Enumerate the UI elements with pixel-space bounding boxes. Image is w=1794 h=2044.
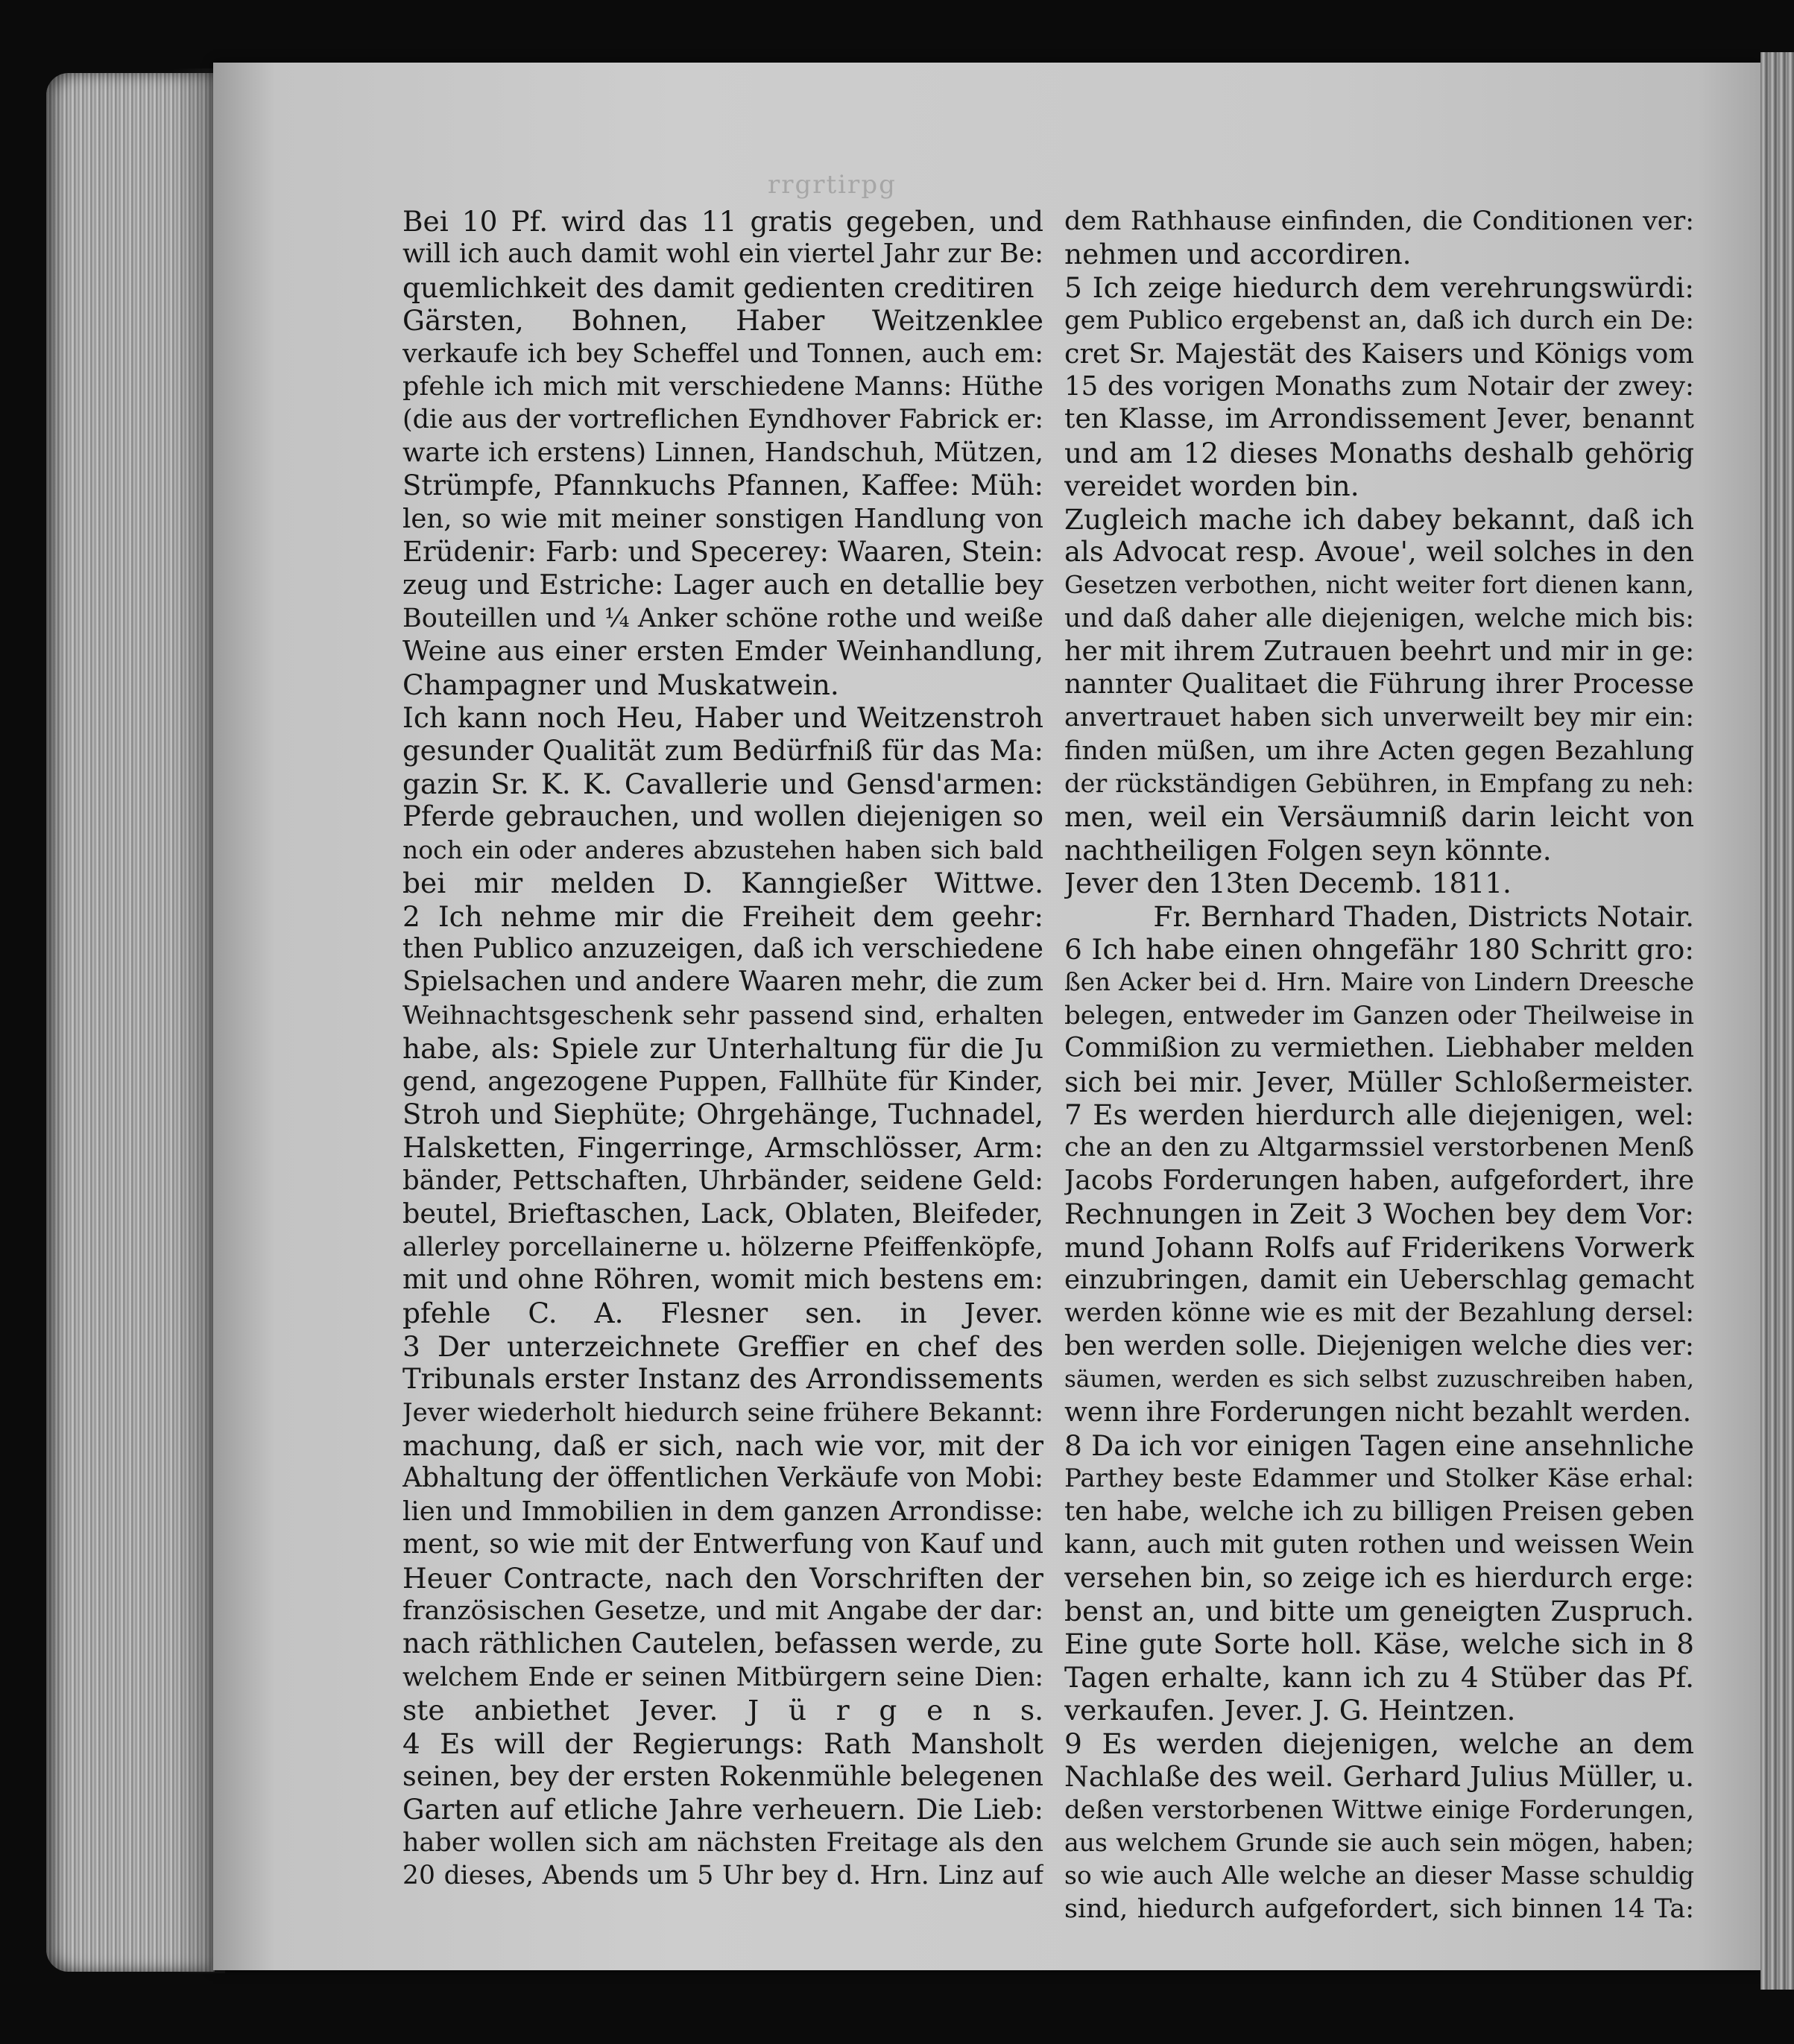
text-line: will ich auch damit wohl ein viertel Jahr zur Be:: [402, 238, 1043, 270]
text-line: 6 Ich habe einen ohngefähr 180 Schritt gro:: [1064, 932, 1694, 966]
text-line: französischen Gesetze, und mit Angabe der dar:: [402, 1596, 1043, 1627]
text-line: 20 dieses, Abends um 5 Uhr bey d. Hrn. Linz auf: [402, 1861, 1043, 1891]
bleed-through-text: rrgrtirpg: [768, 170, 897, 200]
text-line: zeug und Estriche: Lager auch en detallie bey: [402, 569, 1043, 601]
text-line: mit und ohne Röhren, womit mich bestens em:: [402, 1265, 1043, 1295]
text-line: Parthey beste Edammer und Stolker Käse erhal:: [1064, 1464, 1694, 1494]
text-line: quemlichkeit des damit gedienten creditiren: [402, 270, 1035, 304]
text-line: belegen, entweder im Ganzen oder Theilweise in: [1064, 1000, 1694, 1031]
text-line: Gärsten, Bohnen, Haber Weitzenklee: [402, 304, 1043, 338]
text-line: anvertrauet haben sich unverweilt bey mir ein:: [1064, 703, 1694, 733]
text-line: ten Klasse, im Arrondissement Jever, benannt: [1064, 404, 1694, 435]
text-line: mund Johann Rolfs auf Friderikens Vorwerk: [1064, 1230, 1694, 1264]
text-line: benst an, und bitte um geneigten Zuspruch.: [1064, 1595, 1694, 1628]
text-line: bei mir melden D. Kanngießer Wittwe.: [402, 867, 1043, 900]
text-line: Weine aus einer ersten Emder Weinhandlung,: [402, 635, 1043, 668]
text-line: nannter Qualitaet die Führung ihrer Processe: [1064, 668, 1694, 700]
text-line: 9 Es werden diejenigen, welche an dem: [1064, 1727, 1694, 1760]
text-line: gazin Sr. K. K. Cavallerie und Gensd'armen:: [402, 767, 1043, 800]
text-line: Abhaltung der öffentlichen Verkäufe von Mobi:: [402, 1463, 1043, 1494]
facing-page-edge: [1760, 52, 1794, 1990]
text-line: versehen bin, so zeige ich es hierdurch erge:: [1064, 1561, 1694, 1594]
text-line: Bouteillen und ¼ Anker schöne rothe und weiße: [402, 603, 1043, 633]
text-line: säumen, werden es sich selbst zuzuschreiben haben,: [1064, 1366, 1694, 1393]
text-line: beutel, Brieftaschen, Lack, Oblaten, Bleifeder,: [402, 1197, 1043, 1230]
text-line: vereidet worden bin.: [1064, 469, 1359, 503]
text-line: Spielsachen und andere Waaren mehr, die zum: [402, 966, 1043, 998]
text-line: gend, angezogene Puppen, Fallhüte für Kinder,: [402, 1066, 1043, 1097]
text-line: Halsketten, Fingerringe, Armschlösser, Arm:: [402, 1131, 1043, 1165]
text-line: nachtheiligen Folgen seyn könnte.: [1064, 833, 1552, 867]
text-line: Pferde gebrauchen, und wollen diejenigen so: [402, 800, 1043, 833]
text-line: Stroh und Siephüte; Ohrgehänge, Tuchnadel,: [402, 1098, 1043, 1130]
text-line: Rechnungen in Zeit 3 Wochen bey dem Vor:: [1064, 1197, 1694, 1231]
text-line: Nachlaße des weil. Gerhard Julius Müller, u.: [1064, 1760, 1694, 1794]
text-line: ten habe, welche ich zu billigen Preisen geben: [1064, 1496, 1694, 1527]
text-line: wenn ihre Forderungen nicht bezahlt werden.: [1064, 1396, 1692, 1428]
text-line: Strümpfe, Pfannkuchs Pfannen, Kaffee: Müh:: [402, 469, 1043, 502]
text-line: Heuer Contracte, nach den Vorschriften der: [402, 1561, 1043, 1595]
text-line: 8 Da ich vor einigen Tagen eine ansehnliche: [1064, 1429, 1694, 1463]
left-text-column: [402, 205, 1043, 1893]
text-line: then Publico anzuzeigen, daß ich verschiedene: [402, 933, 1043, 964]
text-line: 15 des vorigen Monaths zum Notair der zwey:: [1064, 371, 1694, 402]
text-line: nach räthlichen Cautelen, befassen werde, zu: [402, 1627, 1043, 1660]
text-line: sind, hiedurch aufgefordert, sich binnen 14 Ta:: [1064, 1893, 1694, 1924]
right-text-column: [1064, 205, 1694, 1926]
text-line: nehmen und accordiren.: [1064, 238, 1412, 271]
text-line: verkaufen. Jever. J. G. Heintzen.: [1064, 1694, 1516, 1727]
text-line: Zugleich mache ich dabey bekannt, daß ich: [1064, 502, 1694, 536]
text-line: sich bei mir. Jever, Müller Schloßermeister.: [1064, 1065, 1694, 1098]
text-line: 7 Es werden hierdurch alle diejenigen, wel:: [1064, 1098, 1694, 1131]
text-line: deßen verstorbenen Wittwe einige Forderungen,: [1064, 1794, 1694, 1825]
text-line: Eine gute Sorte holl. Käse, welche sich in 8: [1064, 1627, 1694, 1661]
text-line: aus welchem Grunde sie auch sein mögen, haben;: [1064, 1827, 1694, 1857]
text-line: allerley porcellainerne u. hölzerne Pfeiffenköpfe,: [402, 1232, 1043, 1262]
text-line: einzubringen, damit ein Ueberschlag gemacht: [1064, 1265, 1694, 1295]
text-line: verkaufe ich bey Scheffel und Tonnen, auch em:: [402, 338, 1043, 369]
text-line: len, so wie mit meiner sonstigen Handlung von: [402, 503, 1043, 534]
text-line: Garten auf etliche Jahre verheuern. Die Lieb:: [402, 1793, 1043, 1826]
text-line: warte ich erstens) Linnen, Handschuh, Mützen,: [402, 437, 1043, 468]
text-line: Bei 10 Pf. wird das 11 gratis gegeben, und: [402, 205, 1043, 238]
text-line: Champagner und Muskatwein.: [402, 668, 839, 701]
text-line: 2 Ich nehme mir die Freiheit dem geehr:: [402, 899, 1043, 933]
text-line: ßen Acker bei d. Hrn. Maire von Lindern Dreesche: [1064, 968, 1694, 997]
text-line: kann, auch mit guten rothen und weissen Wein: [1064, 1530, 1694, 1560]
text-line: als Advocat resp. Avoue', weil solches in den: [1064, 536, 1694, 569]
text-line: ment, so wie mit der Entwerfung von Kauf und: [402, 1529, 1043, 1560]
text-line: finden müßen, um ihre Acten gegen Bezahlung: [1064, 735, 1694, 766]
text-line: 4 Es will der Regierungs: Rath Mansholt: [402, 1727, 1043, 1760]
text-line: (die aus der vortreflichen Eyndhover Fabrick er:: [402, 405, 1043, 435]
text-line: ben werden solle. Diejenigen welche dies ver:: [1064, 1330, 1694, 1361]
text-line: lien und Immobilien in dem ganzen Arrondisse:: [402, 1496, 1043, 1527]
text-line: Commißion zu vermiethen. Liebhaber melden: [1064, 1033, 1694, 1064]
text-line: Jever wiederholt hiedurch seine frühere Bekannt:: [402, 1397, 1043, 1428]
text-line: ste anbiethet Jever. J ü r g e n s.: [402, 1694, 1043, 1727]
text-line: gesunder Qualität zum Bedürfniß für das Ma:: [402, 734, 1043, 767]
text-line: her mit ihrem Zutrauen beehrt und mir in ge:: [1064, 635, 1694, 668]
text-line: Erüdenir: Farb: und Specerey: Waaren, Stein:: [402, 536, 1043, 569]
text-line: Tribunals erster Instanz des Arrondissements: [402, 1363, 1043, 1396]
text-line: pfehle C. A. Flesner sen. in Jever.: [402, 1297, 1043, 1330]
text-line: men, weil ein Versäumniß darin leicht von: [1064, 800, 1694, 834]
text-line: der rückständigen Gebühren, in Empfang zu neh:: [1064, 768, 1694, 798]
text-line: Tagen erhalte, kann ich zu 4 Stüber das Pf.: [1064, 1660, 1694, 1694]
text-line: habe, als: Spiele zur Unterhaltung für die Ju: [402, 1032, 1043, 1066]
text-line: und daß daher alle diejenigen, welche mich bis:: [1064, 603, 1694, 633]
text-line: dem Rathhause einfinden, die Conditionen ver:: [1064, 206, 1694, 236]
text-line: bänder, Pettschaften, Uhrbänder, seidene Geld:: [402, 1165, 1043, 1196]
text-line: machung, daß er sich, nach wie vor, mit der: [402, 1429, 1043, 1463]
text-line: che an den zu Altgarmssiel verstorbenen Menß: [1064, 1133, 1694, 1163]
text-line: Fr. Bernhard Thaden, Districts Notair.: [1153, 899, 1694, 933]
text-line: gem Publico ergebenst an, daß ich durch ein De:: [1064, 306, 1694, 336]
text-line: werden könne wie es mit der Bezahlung dersel:: [1064, 1298, 1694, 1329]
text-line: cret Sr. Majestät des Kaisers und Königs vom: [1064, 337, 1694, 370]
text-line: haber wollen sich am nächsten Freitage als den: [402, 1827, 1043, 1858]
text-line: welchem Ende er seinen Mitbürgern seine Dien:: [402, 1662, 1043, 1692]
text-line: 5 Ich zeige hiedurch dem verehrungswürdi:: [1064, 270, 1694, 304]
text-line: Jever den 13ten Decemb. 1811.: [1064, 867, 1512, 900]
text-line: 3 Der unterzeichnete Greffier en chef des: [402, 1329, 1043, 1363]
text-line: Ich kann noch Heu, Haber und Weitzenstroh: [402, 701, 1043, 735]
text-line: und am 12 dieses Monaths deshalb gehörig: [1064, 436, 1694, 469]
text-line: Jacobs Forderungen haben, aufgefordert, ihre: [1064, 1165, 1694, 1196]
text-line: noch ein oder anderes abzustehen haben sich bald: [402, 835, 1043, 864]
text-line: pfehle ich mich mit verschiedene Manns: Hüthe: [402, 372, 1043, 402]
text-line: Gesetzen verbothen, nicht weiter fort dienen kann,: [1064, 571, 1694, 600]
text-line: seinen, bey der ersten Rokenmühle belegenen: [402, 1760, 1043, 1793]
text-line: Weihnachtsgeschenk sehr passend sind, erhalten: [402, 1000, 1043, 1031]
text-line: so wie auch Alle welche an dieser Masse schuldig: [1064, 1861, 1694, 1890]
